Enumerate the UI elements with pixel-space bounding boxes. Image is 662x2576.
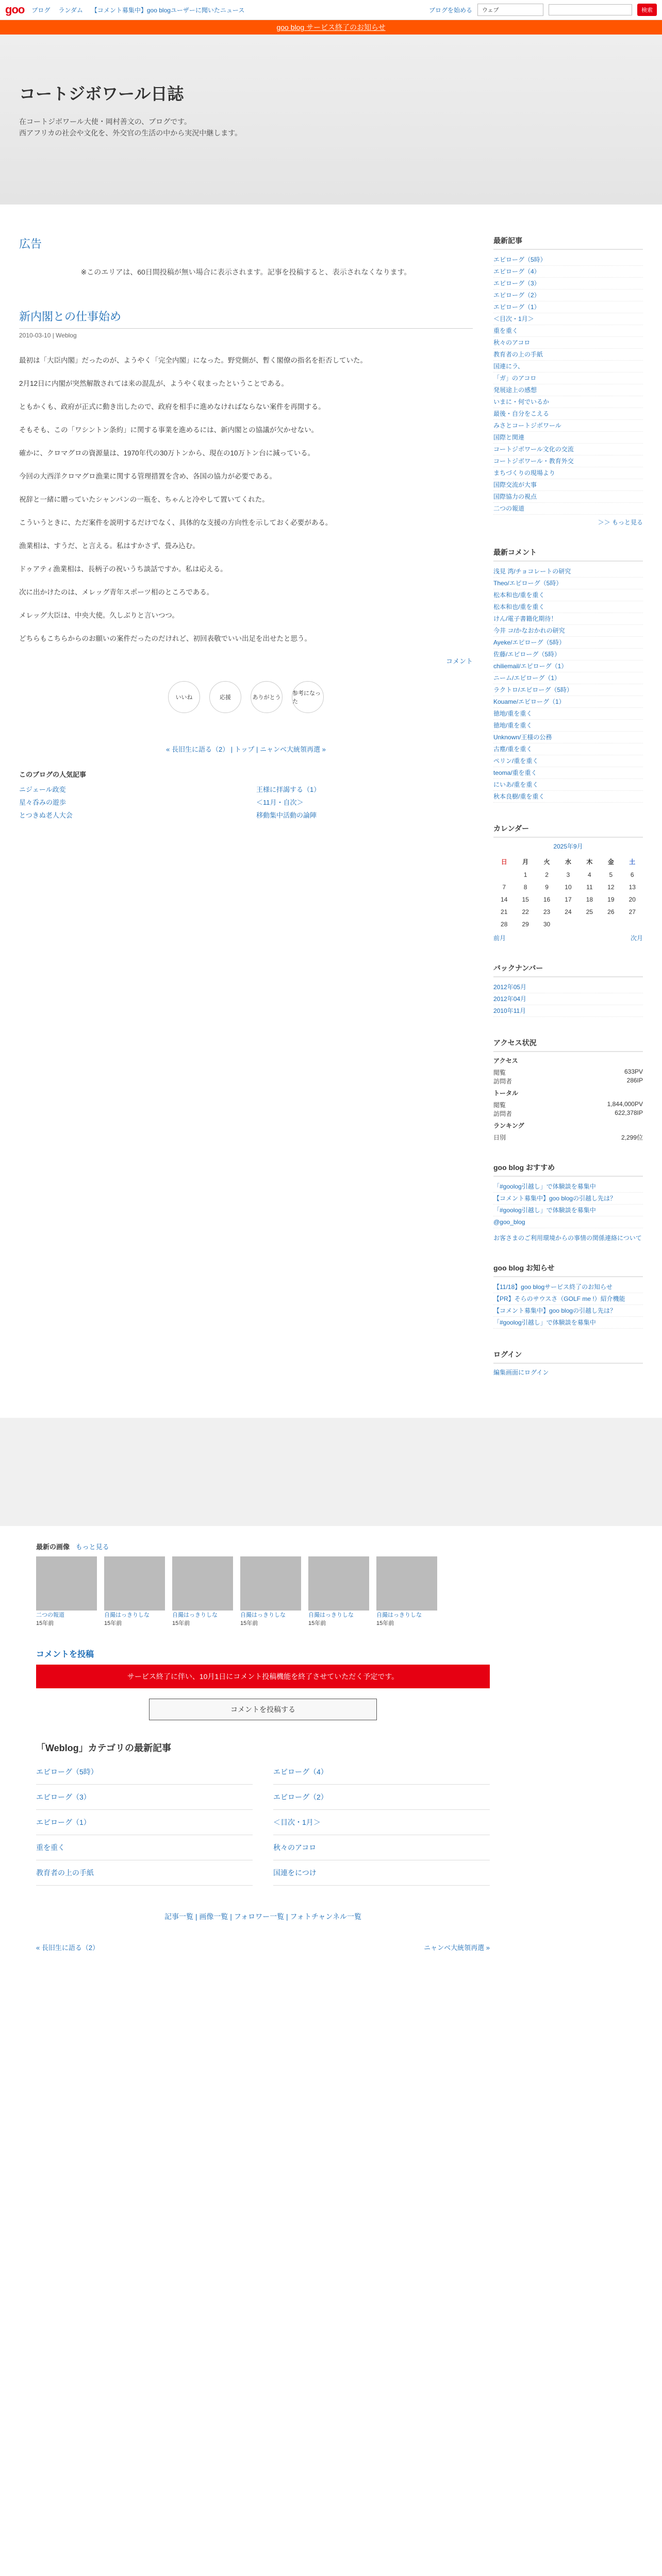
category-article-item[interactable]: エピローグ（1）: [36, 1810, 253, 1835]
blog-title[interactable]: コートジボワール日誌: [19, 84, 184, 104]
recent-images-strip: [36, 1556, 490, 1627]
calendar-day: 28: [501, 921, 508, 928]
calendar-day: 27: [628, 908, 636, 916]
reaction-like-button[interactable]: いいね: [168, 681, 200, 713]
reaction-cheer-button[interactable]: 応援: [209, 681, 241, 713]
category-article-item[interactable]: 秋々のアコロ: [273, 1835, 490, 1860]
thumbnail-image[interactable]: [240, 1556, 301, 1611]
sidebar-recent-item[interactable]: 教育者の上の手紙: [493, 349, 643, 361]
sidebar-recent-item[interactable]: 秋々のアコロ: [493, 337, 643, 349]
footer-next-post-link[interactable]: ニャンベ大統領再選 »: [424, 1944, 490, 1952]
category-article-item[interactable]: エピローグ（5時）: [36, 1759, 253, 1785]
post-title[interactable]: 新内閣との仕事始め: [19, 308, 473, 329]
sidebar: [493, 235, 643, 1397]
search-scope-select[interactable]: ウェブ: [477, 4, 543, 16]
sidebar-comment-item[interactable]: Theo/エピローグ（5時）: [493, 578, 643, 589]
sidebar-comment-item[interactable]: 松本和也/重を重く: [493, 589, 643, 601]
post-paragraph: ドゥアティ漁業相は、長柄子の祝いうち談話ですか。私は応える。: [19, 565, 227, 573]
total-label: トータル: [493, 1090, 519, 1097]
category-article-item[interactable]: ＜目次・1月＞: [273, 1810, 490, 1835]
category-article-item[interactable]: エピローグ（4）: [273, 1759, 490, 1785]
category-article-item[interactable]: 教育者の上の手紙: [36, 1860, 253, 1886]
thumbnail-image[interactable]: [308, 1556, 369, 1611]
thumbnail-date: 15年前: [308, 1620, 326, 1626]
thumbnail-date: 15年前: [376, 1620, 394, 1626]
calendar-day: 25: [586, 908, 593, 916]
access-label: アクセス: [493, 1057, 518, 1064]
sidebar-comment-item[interactable]: 佐藤/エピローグ（5時）: [493, 649, 643, 660]
post-paragraph: こういうときに、ただ案件を説明するだけでなく、具体的な支援の方向性を示しておく必要がある。: [19, 519, 333, 527]
calendar-day: 1: [523, 871, 527, 878]
sidebar-recent-item[interactable]: 二つの報道: [493, 503, 643, 515]
total-pv-label: 閲覧: [493, 1101, 506, 1109]
category-article-item[interactable]: エピローグ（2）: [273, 1785, 490, 1810]
thumbnail-caption[interactable]: 自撮はっきりしな: [240, 1612, 286, 1618]
popular-item[interactable]: 星々呑みの遊歩: [19, 799, 67, 806]
goo-logo[interactable]: goo: [5, 3, 25, 16]
sidebar-recent-item[interactable]: エピローグ（3）: [493, 278, 643, 290]
post-paragraph: 次に出かけたのは、メレッグ青年スポーツ相のところである。: [19, 588, 214, 596]
sidebar-comment-item[interactable]: 松本和也/重を重く: [493, 601, 643, 613]
calendar-day: 2: [545, 871, 549, 878]
main-column: [19, 235, 473, 1397]
notice-item[interactable]: 【コメント募集中】goo blogの引越し先は？: [493, 1305, 643, 1317]
sidebar-access-title: アクセス状況: [493, 1038, 643, 1052]
notice-item[interactable]: 【PR】そらのサウスさ（GOLF me !）紹介機能: [493, 1293, 643, 1305]
reco-item[interactable]: 「#goolog引越し」で体験談を募集中: [493, 1205, 643, 1216]
sidebar-comment-item[interactable]: 徳地/重を重く: [493, 720, 643, 732]
popular-item[interactable]: ＜11月・自次＞: [256, 799, 304, 806]
post-navigation[interactable]: « 長旧生に語る（2） | トップ | ニャンベ大統領再選 »: [166, 745, 326, 753]
search-button[interactable]: 検索: [637, 4, 657, 16]
thumbnail-card[interactable]: [308, 1556, 369, 1627]
post-paragraph: 祝辞と一緒に贈っていたシャンパンの一瓶を、ちゃんと冷やして置いてくれた。: [19, 496, 269, 503]
toplink-random[interactable]: ランダム: [58, 6, 83, 14]
calendar-day: 24: [565, 908, 572, 916]
sidebar-comment-item[interactable]: Unknown/王様の公務: [493, 732, 643, 743]
calendar-day: [557, 918, 578, 930]
post-paragraph: 最初は「大臣内閣」だったのが、ようやく「完全内閣」になった。野党側が、暫く閣僚の指名を拒否していた。: [19, 357, 367, 364]
post-comment-button[interactable]: コメントを投稿する: [149, 1699, 377, 1720]
calendar-day: 8: [523, 884, 527, 891]
post-paragraph: そもそも、この「ワシントン条約」に関する事業を進めるには、新内閣との協議が欠かせない。: [19, 426, 319, 434]
sidebar-login-title: ログイン: [493, 1349, 643, 1364]
category-article-grid: [36, 1759, 490, 1886]
popular-item[interactable]: 王様に拝謁する（1）: [256, 786, 321, 793]
calendar-day: [600, 918, 621, 930]
calendar-day: 19: [607, 896, 615, 903]
rank-day-label: 日別: [493, 1134, 506, 1141]
sidebar-recent-item[interactable]: 「ガ」のアコロ: [493, 372, 643, 384]
sidebar-comment-item[interactable]: ラクトロ/エピローグ（5時）: [493, 684, 643, 696]
sidebar-comment-item[interactable]: Kouame/エピローグ（1）: [493, 696, 643, 708]
sidebar-comments-title: 最新コメント: [493, 547, 643, 562]
calendar-day: 22: [522, 908, 529, 916]
total-ip-value: 622,378IP: [615, 1109, 643, 1116]
calendar-day: 10: [565, 884, 572, 891]
thumbnail-card[interactable]: [240, 1556, 301, 1627]
toplink-blog[interactable]: ブログ: [31, 6, 51, 14]
blog-description-line2: 西アフリカの社会や文化を、外交官の生活の中から実況中継します。: [19, 129, 242, 137]
calendar-day: 26: [607, 908, 615, 916]
category-article-item[interactable]: 重を重く: [36, 1835, 253, 1860]
calendar-weekday: 土: [629, 858, 636, 866]
rank-day-value: 2,299位: [621, 1134, 643, 1141]
calendar-day: 29: [522, 921, 529, 928]
popular-item[interactable]: ニジェール政変: [19, 786, 66, 793]
footer-prev-post-link[interactable]: « 長旧生に語る（2）: [36, 1944, 100, 1952]
notice-item[interactable]: 【11/18】goo blogサービス終了のお知らせ: [493, 1281, 643, 1293]
popular-item[interactable]: 移動集中活動の論陣: [256, 811, 317, 819]
sidebar-recent-title: 最新記事: [493, 235, 643, 250]
sidebar-recent-item[interactable]: エピローグ（4）: [493, 266, 643, 278]
calendar-day: 7: [502, 884, 506, 891]
thumbnail-date: 15年前: [36, 1620, 54, 1626]
sidebar-comment-item[interactable]: 徳地/重を重く: [493, 708, 643, 720]
calendar-month: 2025年9月: [553, 843, 583, 850]
calendar-prev-link[interactable]: 前月: [493, 935, 506, 942]
popular-title: このブログの人気記事: [19, 771, 87, 778]
post-paragraph: どちらもこちらからのお願いの案件だったのだけれど、初回表敬でいい出足を出せたと思う。: [19, 635, 311, 642]
login-link[interactable]: 編集画面にログイン: [493, 1369, 549, 1376]
thumbnail-caption[interactable]: 二つの報道: [36, 1612, 64, 1618]
bottom-section: [36, 1541, 490, 1952]
thumbnail-card[interactable]: [172, 1556, 233, 1627]
calendar-day: 3: [566, 871, 570, 878]
calendar-day: 9: [545, 884, 549, 891]
sidebar-recent-item[interactable]: エピローグ（5時）: [493, 254, 643, 266]
sidebar-comment-item[interactable]: 今井 コ/かなおかれの研究: [493, 625, 643, 637]
sidebar-recent-item[interactable]: 重を重く: [493, 325, 643, 337]
sidebar-recent-item[interactable]: ＜目次・1月＞: [493, 313, 643, 325]
popular-item[interactable]: とつきぬ老人大会: [19, 811, 73, 819]
calendar-day: 21: [501, 908, 508, 916]
thumbnail-card[interactable]: [36, 1556, 97, 1627]
sidebar-recent-item[interactable]: みさとコートジボワール: [493, 420, 643, 432]
calendar-day: 17: [565, 896, 572, 903]
category-article-item[interactable]: 国連をにつけ: [273, 1860, 490, 1886]
recent-images-title: 最新の画像: [36, 1543, 70, 1551]
sidebar-comment-item[interactable]: Ayeke/エピローグ（5時）: [493, 637, 643, 649]
backnumber-item[interactable]: 2012年04月: [493, 993, 643, 1005]
calendar-weekday: 月: [522, 858, 529, 866]
sidebar-recent-item[interactable]: 国連にラ、: [493, 361, 643, 372]
thumbnail-date: 15年前: [104, 1620, 122, 1626]
access-ip-value: 286IP: [626, 1077, 643, 1084]
thumbnail-card[interactable]: [104, 1556, 165, 1627]
thumbnail-image[interactable]: [376, 1556, 437, 1611]
calendar-day: 6: [630, 871, 634, 878]
thumbnail-image[interactable]: [172, 1556, 233, 1611]
sidebar-comment-item[interactable]: ニーム/エピローグ（1）: [493, 672, 643, 684]
thumbnail-date: 15年前: [172, 1620, 190, 1626]
sidebar-recent-item[interactable]: まちづくりの現場より: [493, 467, 643, 479]
thumbnail-caption[interactable]: 自撮はっきりしな: [308, 1612, 354, 1618]
sidebar-backnumber-title: バックナンバー: [493, 963, 643, 977]
reaction-thanks-button[interactable]: ありがとう: [251, 681, 283, 713]
service-notice-link[interactable]: goo blog サービス終了のお知らせ: [276, 23, 386, 31]
service-notice-bar: [0, 20, 662, 35]
calendar-table: [493, 855, 643, 930]
reco-item[interactable]: 「#goolog引越し」で体験談を募集中: [493, 1181, 643, 1193]
category-article-item[interactable]: エピローグ（3）: [36, 1785, 253, 1810]
sidebar-recent-item[interactable]: いまに・何でいるか: [493, 396, 643, 408]
recent-images-more[interactable]: もっと見る: [75, 1543, 109, 1551]
thumbnail-image[interactable]: [104, 1556, 165, 1611]
backnumber-item[interactable]: 2010年11月: [493, 1005, 643, 1017]
post-paragraph: 漁業相は、すうだ、と言える。私はすかさず、畳み込む。: [19, 542, 200, 550]
calendar-day: 5: [609, 871, 613, 878]
thumbnail-caption[interactable]: 自撮はっきりしな: [104, 1612, 150, 1618]
thumbnail-caption[interactable]: 自撮はっきりしな: [172, 1612, 218, 1618]
popular-articles: [19, 769, 473, 820]
access-pv-value: 633PV: [624, 1068, 643, 1075]
access-pv-label: 閲覧: [493, 1069, 506, 1076]
sidebar-recent-item[interactable]: エピローグ（2）: [493, 290, 643, 301]
reco-item[interactable]: @goo_blog: [493, 1216, 643, 1228]
category-section-title: 「Weblog」カテゴリの最新記事: [36, 1743, 171, 1753]
ad-note: ※このエリアは、60日間投稿が無い場合に表示されます。記事を投稿すると、表示されなくなります。: [80, 268, 411, 276]
footer-link-row[interactable]: 記事一覧 | 画像一覧 | フォロワー一覧 | フォトチャンネル一覧: [164, 1912, 361, 1921]
sidebar-comment-item[interactable]: chiliemail/エピローグ（1）: [493, 660, 643, 672]
calendar-day: 30: [543, 921, 551, 928]
sidebar-comment-item[interactable]: 浅見 湾/チョコレートの研究: [493, 566, 643, 578]
calendar-day: 14: [501, 896, 508, 903]
calendar-weekday: 木: [586, 858, 593, 866]
total-ip-label: 訪問者: [493, 1110, 512, 1117]
reco-note[interactable]: お客さまのご利用環境からの事情の関係連絡について: [493, 1234, 642, 1242]
calendar-day: 13: [628, 884, 636, 891]
post-paragraph: 今回の大西洋クロマグロ漁業に関する管理措置を含め、各国の協力が必要である。: [19, 472, 276, 480]
search-input[interactable]: [549, 4, 632, 15]
post-paragraph: メレッグ大臣は、中央大使。久しぶりと言いつつ。: [19, 612, 179, 619]
comment-warning-banner: サービス終了に伴い、10月1日にコメント投稿機能を終了させていただく予定です。: [36, 1665, 490, 1688]
calendar-day: 23: [543, 908, 551, 916]
post-paragraph: 確かに、クロマグロの資源量は、1970年代の30万トンから、現在の10万トン台に減っている。: [19, 449, 315, 457]
top-navigation-bar: [0, 0, 662, 20]
sidebar-comment-item[interactable]: ペリン/重を重く: [493, 755, 643, 767]
sidebar-notice-title: goo blog お知らせ: [493, 1263, 643, 1277]
calendar-day: 18: [586, 896, 593, 903]
sidebar-recent-item[interactable]: 国際と関連: [493, 432, 643, 444]
thumbnail-caption[interactable]: 自撮はっきりしな: [376, 1612, 422, 1618]
sidebar-comment-item[interactable]: にいあ/重を重く: [493, 779, 643, 791]
sidebar-recent-item[interactable]: 国際協力の視点: [493, 491, 643, 503]
sidebar-comment-item[interactable]: 秋本良樹/重を重く: [493, 791, 643, 803]
total-pv-value: 1,844,000PV: [607, 1100, 643, 1108]
sidebar-reco-title: goo blog おすすめ: [493, 1162, 643, 1177]
access-ip-label: 訪問者: [493, 1078, 512, 1085]
sidebar-comment-item[interactable]: teoma/重を重く: [493, 767, 643, 779]
reco-item[interactable]: 【コメント募集中】goo blogの引越し先は？: [493, 1193, 643, 1205]
post-paragraph: ともかくも、政府が正式に動き出したので、政府を相手に進めなければならない案件を再開する。: [19, 403, 325, 411]
gray-separator-band: [0, 1418, 662, 1526]
calendar-weekday: 水: [565, 858, 571, 866]
ranking-label: ランキング: [493, 1122, 524, 1129]
thumbnail-image[interactable]: [36, 1556, 97, 1611]
calendar-weekday: 日: [501, 858, 507, 866]
comment-section-title: コメントを投稿: [36, 1650, 94, 1659]
calendar-day: 12: [607, 884, 615, 891]
sidebar-comment-item[interactable]: けん/電子書籍化期待！: [493, 613, 643, 625]
post-body: [19, 354, 473, 645]
backnumber-item[interactable]: 2012年05月: [493, 981, 643, 993]
calendar-day: 15: [522, 896, 529, 903]
calendar-day: 16: [543, 896, 551, 903]
sidebar-recent-item[interactable]: コートジボワール・教育外交: [493, 455, 643, 467]
sidebar-recent-item[interactable]: 国際交流が大事: [493, 479, 643, 491]
calendar-next-link[interactable]: 次月: [630, 935, 643, 942]
ad-label: 広告: [19, 238, 42, 250]
calendar-weekday: 火: [543, 858, 550, 866]
reaction-helpful-button[interactable]: 参考になった: [292, 681, 324, 713]
thumbnail-card[interactable]: [376, 1556, 437, 1627]
calendar-weekday: 金: [607, 858, 614, 866]
post-paragraph: 2月12日に内閣が突然解散されては来の混乱が、ようやく収まったということである。: [19, 380, 289, 387]
blog-description-line1: 在コートジボワール大使・岡村善文の、ブログです。: [19, 117, 192, 126]
sidebar-calendar-title: カレンダー: [493, 823, 643, 838]
calendar-day: [579, 918, 600, 930]
post-meta: 2010-03-10 | Weblog: [19, 332, 77, 339]
sidebar-recent-item[interactable]: エピローグ（1）: [493, 301, 643, 313]
blog-header: [0, 35, 662, 205]
calendar-day: 11: [586, 884, 593, 891]
calendar-day: 4: [588, 871, 591, 878]
sidebar-recent-item[interactable]: 発展途上の感想: [493, 384, 643, 396]
calendar-day: [622, 918, 643, 930]
start-blog-link[interactable]: ブログを始める: [428, 6, 472, 14]
notice-item[interactable]: 「#goolog引越し」で体験談を募集中: [493, 1317, 643, 1329]
comment-link[interactable]: コメント: [445, 657, 473, 665]
thumbnail-date: 15年前: [240, 1620, 258, 1626]
calendar-day: 20: [628, 896, 636, 903]
sidebar-comment-item[interactable]: 古塵/重を重く: [493, 743, 643, 755]
sidebar-recent-item[interactable]: 最後・自分をこえる: [493, 408, 643, 420]
sidebar-recent-item[interactable]: コートジボワール文化の交流: [493, 444, 643, 455]
sidebar-recent-more[interactable]: ＞＞ もっと見る: [598, 519, 643, 526]
toplink-news[interactable]: 【コメント募集中】goo blogユーザーに聞いたニュース: [91, 6, 245, 14]
calendar-day: [493, 869, 515, 881]
